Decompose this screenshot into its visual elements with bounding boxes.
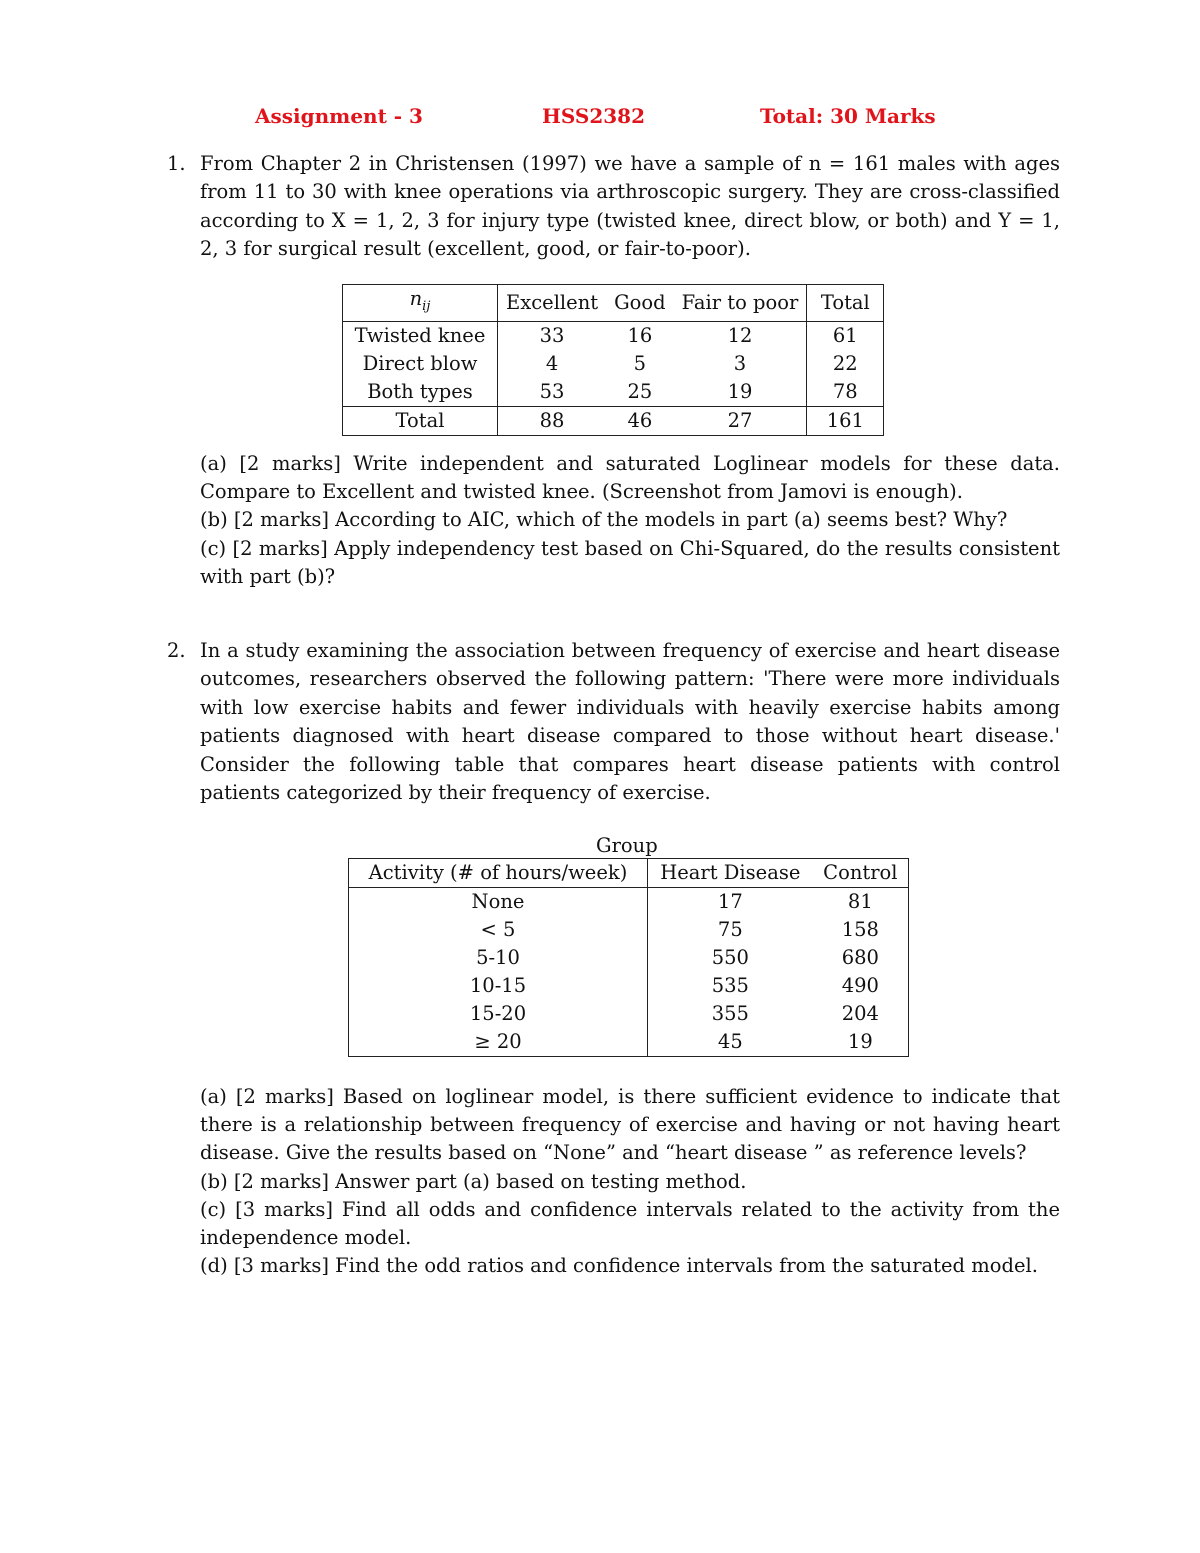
table-cell: 16: [627, 323, 653, 347]
row-label: Direct blow: [343, 350, 498, 378]
table-row: [349, 916, 909, 944]
table-row: [343, 350, 884, 378]
part-a: (a) [2 marks] Write independent and saturated Loglinear models for these data. Compare to Excellent and twisted knee. (Screenshot from Jamovi is enough).: [200, 452, 1060, 504]
table-cell: 22: [832, 351, 858, 375]
part-c: (c) [3 marks] Find all odds and confidence intervals related to the activity from the independence model.: [200, 1197, 1060, 1250]
table-cell: 680: [841, 946, 879, 969]
table-cell: 61: [832, 323, 858, 347]
question-1-parts: [200, 450, 1060, 591]
table-cell: 4: [545, 351, 559, 375]
table-total-row: [343, 406, 884, 435]
row-label: 10-15: [349, 972, 648, 1000]
table-cell: 355: [711, 1002, 749, 1025]
part-b: (b) [2 marks] According to AIC, which of the models in part (a) seems best? Why?: [200, 508, 1008, 532]
table-cell: 490: [841, 974, 879, 997]
part-a: (a) [2 marks] Based on loglinear model, is there sufficient evidence to indicate that there is a relationship between frequency of exercise and having or not having heart disease. Give the results based on “None” and “heart disease ” as reference levels?: [200, 1085, 1060, 1165]
corner-cell: $n_{ij}$: [343, 285, 498, 322]
table-cell: 53: [539, 379, 565, 403]
table-cell: 75: [717, 918, 743, 941]
table-cell: 17: [717, 890, 743, 913]
table-cell: 33: [539, 323, 565, 347]
column-header: Excellent: [498, 285, 607, 322]
table-cell: 19: [674, 378, 807, 407]
row-label: 15-20: [349, 1000, 648, 1028]
knee-injury-table: [342, 284, 884, 436]
table-header-row: [343, 285, 884, 322]
part-d: (d) [3 marks] Find the odd ratios and confidence intervals from the saturated model.: [200, 1254, 1038, 1278]
part-b: (b) [2 marks] Answer part (a) based on testing method.: [200, 1169, 747, 1193]
table-cell: 550: [711, 946, 749, 969]
row-label: 5-10: [349, 944, 648, 972]
table-row: [349, 972, 909, 1000]
table-cell: 19: [847, 1030, 873, 1053]
table-row: [343, 321, 884, 350]
table-cell: 161: [807, 406, 884, 435]
column-header: Total: [807, 285, 884, 322]
table-cell: 25: [627, 379, 653, 403]
assignment-title: Assignment - 3: [255, 104, 423, 128]
row-label: ≥ 20: [349, 1028, 648, 1057]
row-label: Total: [343, 406, 498, 435]
table-row: [349, 1028, 909, 1057]
table-cell: 158: [841, 918, 879, 941]
row-label: Twisted knee: [343, 321, 498, 350]
table-cell: 46: [606, 406, 674, 435]
table-cell: 5: [633, 351, 647, 375]
assignment-header: [0, 104, 1200, 134]
column-header: Fair to poor: [674, 285, 807, 322]
table-caption: Group: [596, 834, 658, 857]
column-header: Activity (# of hours/week): [349, 859, 648, 888]
total-marks: Total: 30 Marks: [760, 104, 936, 128]
table-cell: 81: [847, 890, 873, 913]
table-cell: 88: [498, 406, 607, 435]
row-label: Both types: [343, 378, 498, 407]
table-cell: 3: [674, 350, 807, 378]
part-c: (c) [2 marks] Apply independency test based on Chi-Squared, do the results consistent with part (b)?: [200, 536, 1060, 588]
table-row: [349, 888, 909, 917]
table-row: [349, 1000, 909, 1028]
column-header: Good: [606, 285, 674, 322]
question-2-number: 2.: [167, 639, 186, 662]
row-label: < 5: [349, 916, 648, 944]
table-cell: 78: [832, 379, 858, 403]
column-header: Heart Disease: [648, 859, 813, 888]
exercise-heart-disease-table: [348, 858, 909, 1057]
table-header-row: [349, 859, 909, 888]
table-cell: 204: [841, 1002, 879, 1025]
table-row: [343, 378, 884, 407]
question-2-parts: [200, 1083, 1060, 1280]
question-1-text: From Chapter 2 in Christensen (1997) we have a sample of n = 161 males with ages from 11 to 30 with knee operations via arthroscopic surgery. They are cross-classified according to X = 1, 2, 3 for injury type (twisted knee, direct blow, or both) and Y = 1, 2, 3 for surgical result (excellent, good, or fair-to-poor).: [200, 152, 1060, 261]
table-row: [349, 944, 909, 972]
column-header: Control: [813, 859, 909, 888]
table-cell: 535: [711, 974, 749, 997]
table-cell: 45: [717, 1030, 743, 1053]
question-1-number: 1.: [167, 152, 186, 175]
row-label: None: [349, 888, 648, 917]
table-cell: 27: [674, 406, 807, 435]
question-2-text: In a study examining the association between frequency of exercise and heart disease outcomes, researchers observed the following pattern: 'There were more individuals with low exercise habits and fewer individuals with heavily exercise habits among patients diagnosed with heart disease compared to those without heart disease.' Consider the following table that compares heart disease patients with control patients categorized by their frequency of exercise.: [200, 639, 1060, 805]
table-cell: 12: [674, 321, 807, 350]
course-code: HSS2382: [542, 104, 646, 128]
